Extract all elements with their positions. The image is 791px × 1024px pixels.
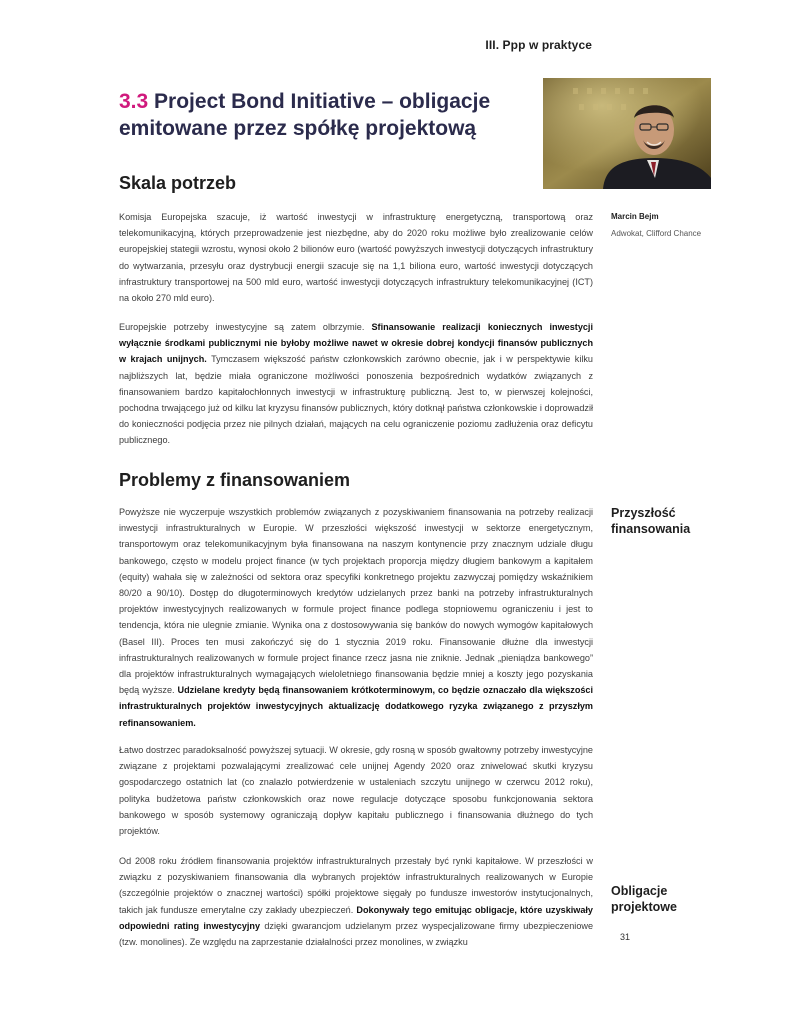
running-header: III. Ppp w praktyce [485,38,592,52]
section-heading-skala: Skala potrzeb [119,173,237,193]
paragraph-1: Komisja Europejska szacuje, iż wartość inwestycji w infrastrukturę energetyczną, transportową oraz telekomunikacyjną, których przeprowadzenie jest niezbędne, aby do 2020 roku możliwe było zrealizowanie celów europejskiej stategii wzrostu, wynosi około 2 bilionów euro (wartość powyższych inwestycji dotyczących infrastruktury do wytwarzania, przesyłu oraz dystrybucji energii szacuje się na 1,1 biliona euro, wartość inwestycji dotyczących infrastruktury transportowej na 500 mld euro, wartość inwestycji dotyczących infrastruktury telekomunikacyjnej (ICT) na około 270 mld euro). [119,212,593,304]
section-heading-problemy: Problemy z finansowaniem [119,470,351,490]
title-line-2: emitowane przez spółkę projektową [119,117,477,140]
paragraph-2 [119,319,593,449]
section-number: 3.3 [119,90,149,113]
author-portrait-icon [543,78,711,189]
paragraph-4: Łatwo dostrzec paradoksalność powyższej sytuacji. W okresie, gdy rosną w sposób gwałtowny potrzeby inwestycyjne związane z projektami pozwalającymi zrealizować cele unijnej Agendy 2020 oraz zniwelować skutki kryzysu gospodarczego ostatnich lat (co znalazło potwierdzenie w ustaleniach szczytu unijnego w czerwcu 2012 roku), polityka budżetowa państw członkowskich oraz nowe regulacje dotyczące sposobu funkcjonowania sektora bankowego w sposób systemowy ograniczają dopływ kapitału publicznego i finansowania dłużnego do tych projektów. [119,745,593,837]
author-photo [543,78,711,189]
author-role: Adwokat, Clifford Chance [611,229,702,238]
title-line-1: Project Bond Initiative – obligacje [154,90,491,113]
author-name: Marcin Bejm [611,212,659,221]
sidebar-note-2-line-2: projektowe [611,900,677,914]
paragraph-5-rest: dzięki gwarancjom udzielanym przez wyspecjalizowane firmy ubezpieczeniowe (tzw. monolines). Ze względu na zaprzestanie działalności przez monolines, w związku [119,920,594,948]
paragraph-3-body: Powyższe nie wyczerpuje wszystkich problemów związanych z pozyskiwaniem finansowania na potrzeby realizacji inwestycji infrastrukturalnych w Europie. W przeszłości większość inwestycji w sektorze energetycznym, transportowym oraz telekomunikacyjnym była finansowana na naszym kontynencie przy znacznym udziale długu bankowego, często w modelu project finance (w tych projektach proporcja między długiem bankowym a kapitałem (equity) wahała się w zależności od sektora oraz specyfiki konkretnego projektu zazwyczaj pomiędzy wskaźnikiem 80/20 a 90/10). Dostęp do długoterminowych kredytów udzielanych przez banki na potrzeby infrastrukturalnych projektów inwestycyjnych realizowanych w formule project finance podlega stopniowemu ograniczeniu i jest to tendencja, która nie ulegnie zmianie. Wynika ona z dostosowywania się banków do nowych wymogów kapitałowych (Basel III). Proces ten musi zakończyć się do 1 stycznia 2019 roku. Finansowanie dłużne dla inwestycji infrastrukturalnych realizowanych w formule project finance rzecz jasna nie zniknie. Jednak „pieniądza bankowego” dla projektów infrastrukturalnych wymagających wieloletniego finansowania będzie mniej a koszty jego pozyskania będą wyższe. [119,507,593,696]
paragraph-5-emphasis: Dokonywały tego emitując obligacje, które uzyskiwały odpowiedni rating inwestycyjny [119,904,593,931]
page-title [119,88,519,142]
paragraph-5 [119,853,593,950]
paragraph-5-body: Od 2008 roku źródłem finansowania projektów infrastrukturalnych przestały być rynki kapitałowe. W przeszłości w związku z pozyskiwaniem finansowania dla wybranych projektów infrastrukturalnych realizowanych w Europie (szczególnie projektów o znacznej wartości) spółki projektowe sięgały po fundusze inwestorów instytucjonalnych, takich jak fundusze emerytalne czy zakłady ubezpieczeń. [119,856,593,915]
paragraph-3-emphasis: Udzielane kredyty będą finansowaniem krótkoterminowym, co będzie oznaczało dla większości infrastrukturalnych projektów inwestycyjnych aktualizację dodatkowego ryzyka związanego z przyszłym refinansowaniem. [119,685,594,728]
sidebar-note-future-financing [611,505,711,537]
paragraph-2-intro: Europejskie potrzeby inwestycyjne są zatem olbrzymie. [119,322,372,332]
sidebar-note-1-line-1: Przyszłość [611,506,676,520]
paragraph-2-emphasis: Sfinansowanie realizacji koniecznych inwestycji wyłącznie środkami publicznymi nie byłoby możliwe nawet w okresie dobrej kondycji finansów publicznych w krajach unijnych. [119,322,593,365]
sidebar-note-1-line-2: finansowania [611,522,691,536]
page-number: 31 [620,932,631,942]
sidebar-note-project-bonds [611,883,711,915]
paragraph-3 [119,504,593,731]
paragraph-2-rest: Tymczasem większość państw członkowskich zarówno obecnie, jak i w perspektywie kilku najbliższych lat, będzie miała ograniczone możliwości ponoszenia bezpośrednich wydatków związanych z finansowaniem bardzo kapitałochłonnych inwestycji w infrastrukturę publiczną. Jest to, w pierwszej kolejności, pochodna trwającego już od kilku lat kryzysu finansów publicznych, który dotknął państwa członkowskie i doprowadził do konieczności podjęcia przez nie pilnych działań, mających na celu ograniczenie poziomu zadłużenia oraz deficytu publicznego. [119,354,593,446]
sidebar-note-2-line-1: Obligacje [611,884,668,898]
